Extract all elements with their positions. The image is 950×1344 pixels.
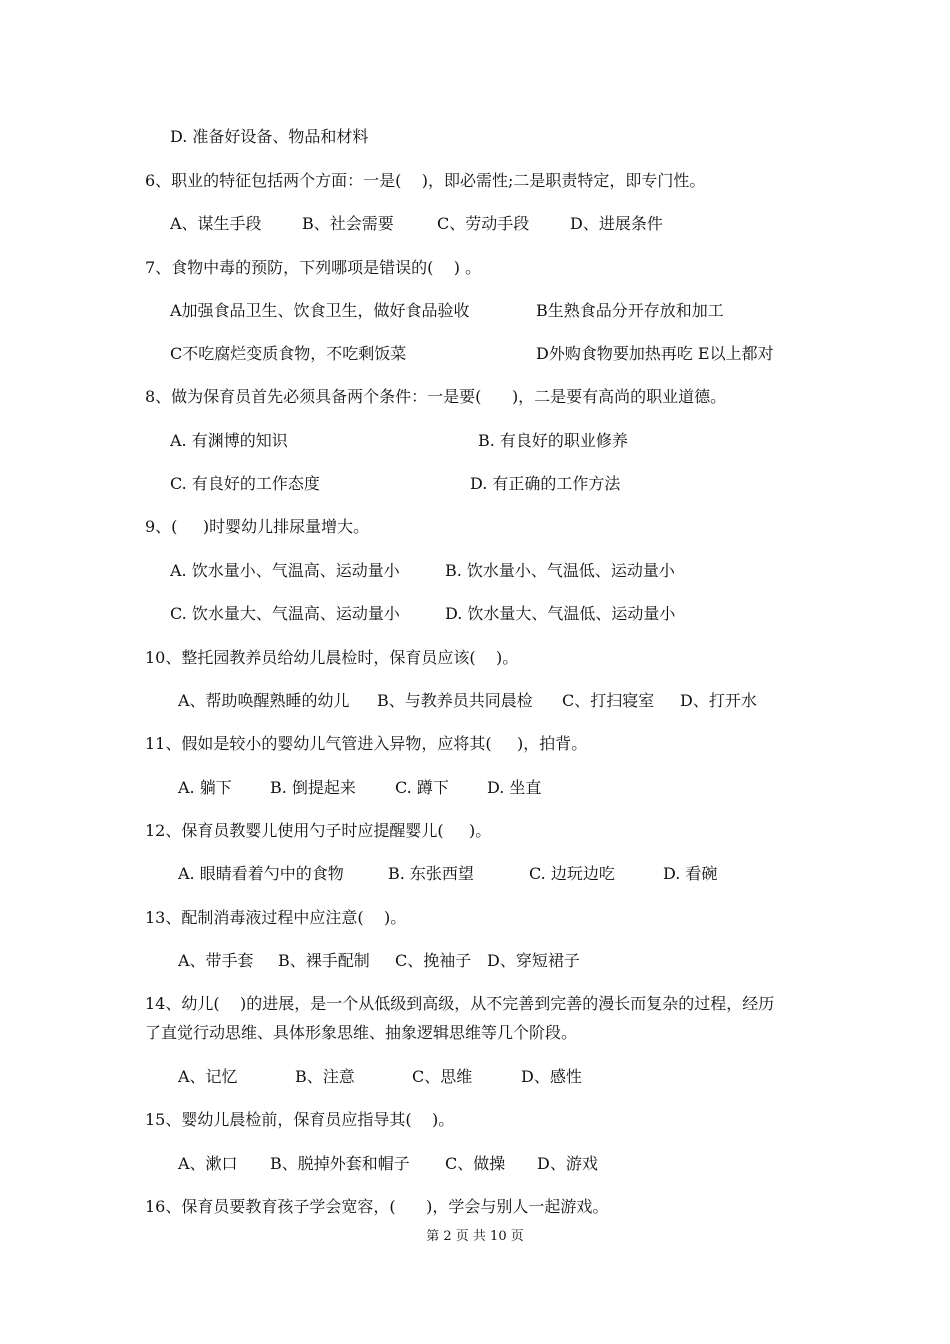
q9-option-b: B. 饮水量小、气温低、运动量小: [445, 561, 675, 580]
page-number-footer: 第 2 页 共 10 页: [426, 1229, 524, 1244]
q7-option-a: A加强食品卫生、饮食卫生，做好食品验收: [170, 301, 470, 320]
q11-option-d: D. 坐直: [487, 778, 542, 797]
q5-option-d: D. 准备好设备、物品和材料: [170, 127, 369, 146]
q12-option-c: C. 边玩边吃: [529, 864, 615, 883]
q7-option-b: B生熟食品分开存放和加工: [536, 301, 724, 320]
q7-option-c: C不吃腐烂变质食物，不吃剩饭菜: [170, 344, 407, 363]
q14-stem-line1: 14、幼儿( )的进展，是一个从低级到高级，从不完善到完善的漫长而复杂的过程，经历: [145, 994, 775, 1013]
q15-option-d: D、游戏: [537, 1154, 598, 1173]
q8-option-a: A. 有渊博的知识: [170, 431, 288, 450]
q10-option-d: D、打开水: [680, 691, 757, 710]
q13-option-c: C、挽袖子: [395, 951, 472, 970]
q14-option-c: C、思维: [412, 1067, 473, 1086]
q10-option-a: A、帮助唤醒熟睡的幼儿: [178, 691, 350, 710]
q14-option-b: B、注意: [295, 1067, 355, 1086]
q6-option-d: D、进展条件: [570, 214, 663, 233]
q15-option-a: A、漱口: [178, 1154, 238, 1173]
q14-option-d: D、感性: [521, 1067, 582, 1086]
q12-option-b: B. 东张西望: [388, 864, 474, 883]
q8-option-c: C. 有良好的工作态度: [170, 474, 320, 493]
q14-stem-line2: 了直觉行动思维、具体形象思维、抽象逻辑思维等几个阶段。: [145, 1023, 578, 1042]
q13-stem: 13、配制消毒液过程中应注意( )。: [145, 908, 407, 927]
q9-option-d: D. 饮水量大、气温低、运动量小: [445, 604, 676, 623]
q9-stem: 9、( )时婴幼儿排尿量增大。: [145, 517, 370, 536]
q13-option-a: A、带手套: [178, 951, 254, 970]
q9-option-a: A. 饮水量小、气温高、运动量小: [170, 561, 400, 580]
q6-option-b: B、社会需要: [302, 214, 394, 233]
q15-option-b: B、脱掉外套和帽子: [270, 1154, 410, 1173]
q10-option-c: C、打扫寝室: [562, 691, 655, 710]
q7-stem: 7、食物中毒的预防，下列哪项是错误的( ) 。: [145, 258, 482, 277]
q8-option-d: D. 有正确的工作方法: [470, 474, 621, 493]
q16-stem: 16、保育员要教育孩子学会宽容，( )，学会与别人一起游戏。: [145, 1197, 609, 1216]
q13-option-d: D、穿短裙子: [487, 951, 580, 970]
q12-option-d: D. 看碗: [663, 864, 718, 883]
q7-option-d: D外购食物要加热再吃 E以上都对: [536, 344, 774, 363]
q6-option-a: A、谋生手段: [170, 214, 262, 233]
q15-stem: 15、婴幼儿晨检前，保育员应指导其( )。: [145, 1110, 455, 1129]
q8-option-b: B. 有良好的职业修养: [478, 431, 628, 450]
q11-option-b: B. 倒提起来: [270, 778, 356, 797]
q12-stem: 12、保育员教婴儿使用勺子时应提醒婴儿( )。: [145, 821, 492, 840]
q13-option-b: B、裸手配制: [278, 951, 370, 970]
q9-option-c: C. 饮水量大、气温高、运动量小: [170, 604, 400, 623]
q11-option-a: A. 躺下: [178, 778, 232, 797]
q10-stem: 10、整托园教养员给幼儿晨检时，保育员应该( )。: [145, 648, 519, 667]
q15-option-c: C、做操: [445, 1154, 506, 1173]
q14-option-a: A、记忆: [178, 1067, 238, 1086]
q6-stem: 6、职业的特征包括两个方面：一是( )，即必需性;二是职责特定，即专门性。: [145, 171, 706, 190]
q11-option-c: C. 蹲下: [395, 778, 449, 797]
q10-option-b: B、与教养员共同晨检: [377, 691, 533, 710]
q12-option-a: A. 眼睛看着勺中的食物: [178, 864, 344, 883]
q8-stem: 8、做为保育员首先必须具备两个条件：一是要( )，二是要有高尚的职业道德。: [145, 387, 727, 406]
q11-stem: 11、假如是较小的婴幼儿气管进入异物，应将其( )，拍背。: [145, 734, 588, 753]
q6-option-c: C、劳动手段: [437, 214, 530, 233]
